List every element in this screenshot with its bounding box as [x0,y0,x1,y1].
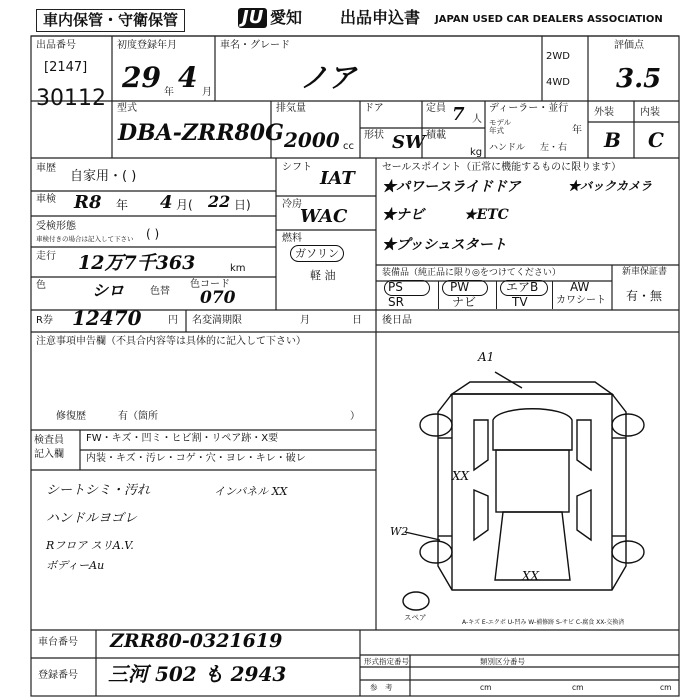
handle-label: ハンドル [489,143,526,153]
model-name: ノア [300,61,357,94]
shift-value: IAT [320,168,355,189]
first-reg-label: 初度登録年月 [117,40,177,51]
reception-paren: ( ) [146,227,160,241]
reception-label: 受検形態 [36,221,76,232]
inspection-era: R8 [74,192,102,213]
fuel-label: 燃料 [282,233,302,244]
equip-airbag: エアB [506,280,539,294]
selling-points-label: セールスポイント（正常に機能するものに限ります） [382,162,622,173]
load-label: 積載 [426,130,446,141]
note-floor: Rフロア スリA.V. [46,539,134,552]
type-label: 型式 [117,103,137,114]
cm-unit-1: cm [480,683,492,692]
color-change-label: 色替 [150,286,170,297]
fuel-diesel: 軽 油 [310,269,336,282]
cooling-label: 冷房 [282,199,302,210]
equipment-label: 装備品（純正品に限り◎をつけてください） [382,268,561,278]
note-seat: シートシミ・汚れ [46,483,151,498]
equip-navi: ナビ [452,295,477,309]
repair-history-value: 有（箇所 [118,411,158,422]
first-reg-year-unit: 年 [164,87,174,98]
warranty-label: 新車保証書 [622,267,668,277]
recycle-label: R券 [36,315,53,326]
note-handle: ハンドルヨゴレ [46,511,138,526]
note-panel: インパネル XX [214,485,288,498]
lot-number: 30112 [36,86,106,111]
repair-history-label: 修復歴 [56,411,86,422]
equip-ps: PS [388,280,403,294]
registration-label: 登録番号 [38,670,78,681]
inspection-year-unit: 年 [116,198,129,212]
inspector-int-row: 内装・キズ・汚レ・コゲ・穴・ヨレ・キレ・破レ [86,453,306,464]
equip-pw: PW [450,280,470,294]
color-value: シロ [92,281,125,300]
mileage-unit: km [230,263,246,274]
lot-label: 出品番号 [36,40,76,51]
damage-mark-a1: A1 [478,350,495,364]
history-value: 自家用・( ) [70,169,137,184]
selling-point-1: ★パワースライドドア [382,179,521,195]
cm-unit-3: cm [660,683,672,692]
capacity-label: 定員 [426,103,446,114]
association-name: JAPAN USED CAR DEALERS ASSOCIATION [435,14,663,25]
capacity-unit: 人 [472,114,482,125]
first-reg-month: 4 [178,61,198,94]
rear-seat-label: 後日品 [382,315,412,326]
mileage-label: 走行 [36,251,56,262]
rating-score: 3.5 [616,64,662,94]
first-reg-month-unit: 月 [202,87,212,98]
drive-4wd: 4WD [546,77,570,88]
shape-value: SW [392,132,426,153]
history-label: 車歴 [36,163,56,174]
shift-label: シフト [282,162,312,173]
displacement-value: 2000 [284,128,340,152]
inspection-month-unit: 月( [176,198,193,212]
interior-value: C [648,128,664,152]
drive-2wd: 2WD [546,51,570,62]
brand-logo: JU [238,8,267,28]
shape-label: 形状 [364,130,384,141]
inspection-month: 4 [160,192,173,213]
mileage-value: 12万7千363 [78,252,196,274]
selling-point-4: ★ETC [464,207,509,223]
storage-label: 車内保管・守衛保管 [36,9,185,32]
damage-mark-xx-rear: XX [522,569,540,583]
cooling-value: WAC [300,206,348,227]
inspector-label: 検査員 記入欄 [34,435,64,460]
reference-label: 参 考 [370,683,393,692]
color-label: 色 [36,280,46,291]
damage-legend: A-キズ E-エクボ U-凹み W-補修跡 S-サビ C-腐食 XX-交換済 [462,619,625,626]
equip-sr: SR [388,295,404,309]
chassis-label: 車台番号 [38,637,78,648]
equip-aw: AW [570,280,590,294]
fuel-gasoline: ガソリン [290,245,344,262]
ps-circle [384,280,430,296]
damage-mark-xx-front: XX [452,469,470,483]
inspection-day: 22 [208,192,231,211]
selling-point-3: ★ナビ [382,207,424,223]
color-code-label: 色コード [190,279,230,290]
airbag-circle [500,280,548,296]
rating-label: 評価点 [614,40,644,51]
lot-code: [2147] [44,60,88,75]
dealer-label: ディーラー・並行 [489,103,569,114]
cm-unit-2: cm [572,683,584,692]
inspector-fw-row: FW・キズ・凹ミ・ヒビ割・リペア跡・X要 [86,433,279,444]
tax-deadline-label: 名変満期限 [192,315,242,326]
equipment-grid [382,281,612,309]
model-label: 車名・グレード [220,40,290,51]
inspection-day-unit: 日) [234,198,251,212]
selling-point-5: ★プッシュスタート [382,237,507,253]
repair-history-close: ） [350,411,360,422]
form-title: 出品申込書 [340,8,421,27]
type-value: DBA-ZRR80G [118,120,284,146]
registration-value: 三河 502 も 2943 [108,662,287,686]
displacement-unit: cc [343,141,354,152]
dealer-year-unit: 年 [572,125,582,136]
exterior-label: 外装 [594,107,614,118]
displacement-label: 排気量 [276,103,306,114]
spare-label: スペア [404,613,427,622]
tax-deadline-day: 日 [352,315,362,326]
notes-label: 注意事項申告欄（不具合内容等は具体的に記入して下さい） [36,336,306,347]
recycle-value: 12470 [72,306,142,330]
recycle-unit: 円 [168,315,178,326]
handle-options: 左・右 [540,143,568,153]
load-unit: kg [470,147,483,158]
form-number-label: 形式指定番号 [364,657,409,666]
reception-sub: 車検付きの場合は記入して下さい [36,235,134,243]
note-body: ボディーAu [46,559,105,572]
pw-circle [442,280,488,296]
selling-point-2: ★バックカメラ [568,179,653,193]
warranty-value: 有・無 [626,289,663,303]
interior-label: 内装 [640,107,660,118]
damage-mark-w2: W2 [390,525,409,538]
chassis-value: ZRR80-0321619 [110,630,283,652]
brand-region: 愛知 [270,8,303,27]
color-code: 070 [200,288,236,308]
tax-deadline-month: 月 [300,315,310,326]
first-reg-year: 29 [122,61,161,94]
exterior-value: B [604,128,621,152]
equip-leather: カワシート [556,295,606,306]
capacity-value: 7 [452,104,465,125]
doors-label: ドア [364,103,384,114]
class-number-label: 類別区分番号 [480,657,525,666]
inspection-label: 車検 [36,194,56,205]
equip-tv: TV [512,295,528,309]
dealer-model-year: モデル 年式 [489,118,512,136]
